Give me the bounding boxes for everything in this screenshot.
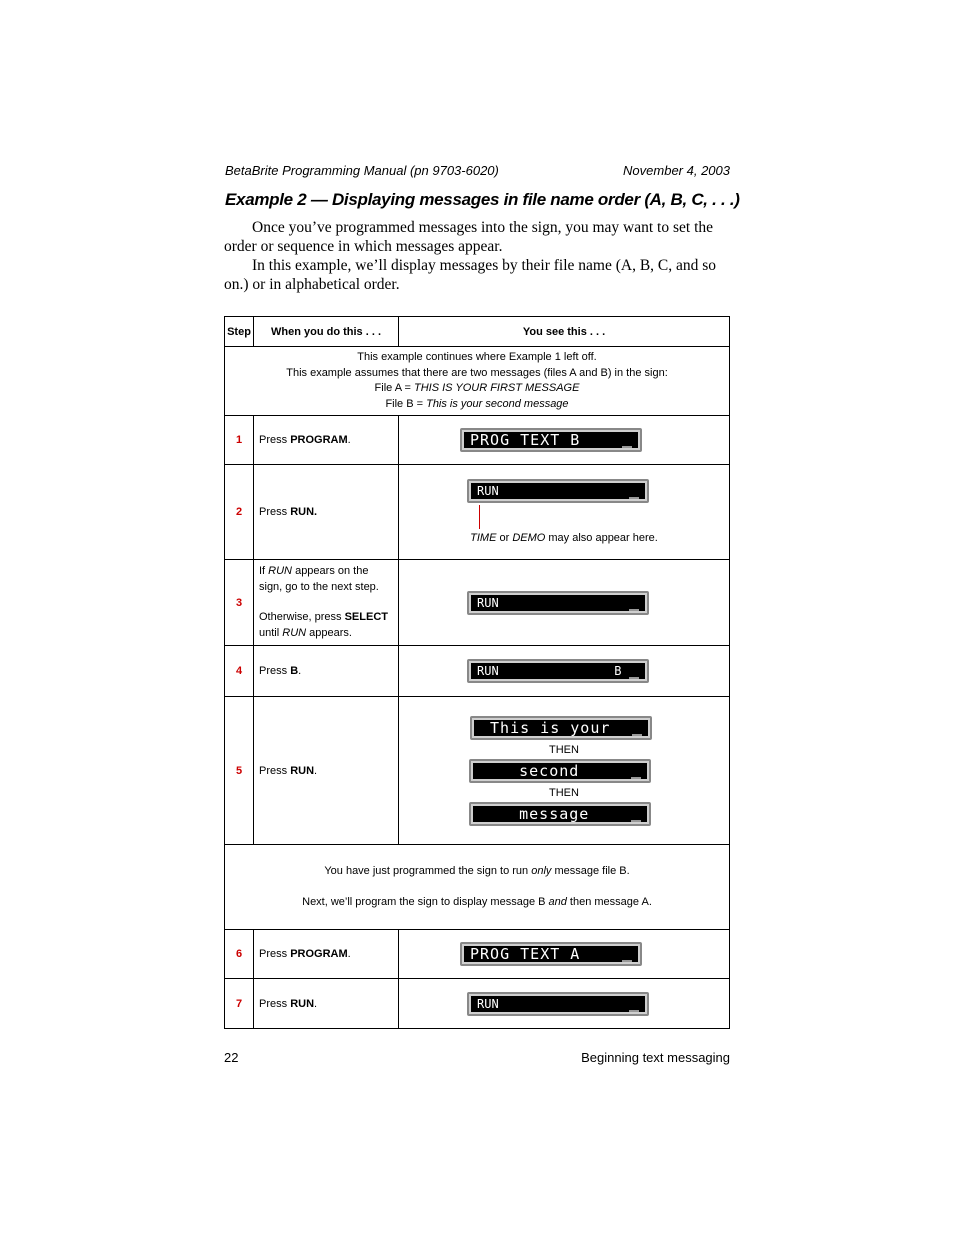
sign-display: RUN B: [467, 659, 649, 683]
step-number: 7: [225, 979, 254, 1029]
running-header-title: BetaBrite Programming Manual (pn 9703-6020): [225, 163, 499, 178]
step-number: 2: [225, 465, 254, 560]
step-number: 6: [225, 930, 254, 979]
header-step: Step: [225, 317, 254, 347]
intro-file-a: File A = THIS IS YOUR FIRST MESSAGE: [374, 382, 580, 394]
step-number: 3: [225, 560, 254, 646]
running-header-date: November 4, 2003: [623, 163, 730, 178]
step-number: 4: [225, 646, 254, 697]
intro-file-b: File B = This is your second message: [385, 397, 569, 410]
page-number: 22: [224, 1050, 239, 1065]
section-title: Example 2 — Displaying messages in file name order (A, B, C, . . .): [225, 190, 740, 209]
step-display: [399, 979, 730, 1029]
sign-display: RUN: [467, 591, 649, 615]
then-label: THEN: [549, 786, 579, 799]
summary-row: [225, 845, 730, 930]
table-row: [225, 560, 730, 646]
intro-row: [225, 347, 730, 416]
summary-line-1: You have just programmed the sign to run only message file B.: [324, 865, 630, 877]
step-display: [399, 560, 730, 646]
summary-cell: [225, 845, 730, 930]
step-action: Press B.: [254, 646, 399, 697]
header-action: When you do this . . .: [254, 317, 399, 347]
step-action: [254, 560, 399, 646]
running-footer-section: Beginning text messaging: [581, 1050, 730, 1065]
sign-display: This is your: [470, 716, 652, 740]
step-action-line-2: Otherwise, press SELECT until RUN appears.: [259, 611, 388, 639]
step-number: 5: [225, 697, 254, 845]
steps-table: [224, 316, 730, 1029]
sign-display: RUN: [467, 479, 649, 503]
table-row: [225, 465, 730, 560]
step-action-line-1: If RUN appears on the sign, go to the next step.: [259, 565, 379, 593]
step-action: Press RUN.: [254, 697, 399, 845]
table-row: [225, 416, 730, 465]
intro-cell: [225, 347, 730, 416]
step-number: 1: [225, 416, 254, 465]
then-label: THEN: [549, 743, 579, 756]
step-display: [399, 465, 730, 560]
sign-display: PROG TEXT A: [460, 942, 642, 966]
table-header-row: [225, 317, 730, 347]
step-display: [399, 416, 730, 465]
step-action: Press PROGRAM.: [254, 416, 399, 465]
step-display: [399, 697, 730, 845]
step-display: [399, 930, 730, 979]
callout-note: TIME or DEMO may also appear here.: [470, 532, 658, 544]
intro-line-1: This example continues where Example 1 left off.: [357, 351, 597, 363]
table-row: [225, 646, 730, 697]
step-display: [399, 646, 730, 697]
intro-line-2: This example assumes that there are two messages (files A and B) in the sign:: [286, 366, 668, 379]
table-row: [225, 930, 730, 979]
callout-line: [479, 505, 480, 529]
step-action: Press RUN.: [254, 465, 399, 560]
header-result: You see this . . .: [399, 317, 730, 347]
paragraph-example: In this example, we’ll display messages by their file name (A, B, C, and so on.) or in alphabetical order.: [224, 257, 717, 293]
sign-display: PROG TEXT B: [460, 428, 642, 452]
table-row: [225, 979, 730, 1029]
step-action: Press PROGRAM.: [254, 930, 399, 979]
sign-display: RUN: [467, 992, 649, 1016]
sign-display: second: [469, 759, 651, 783]
sign-display: message: [469, 802, 651, 826]
step-action: Press RUN.: [254, 979, 399, 1029]
table-row: [225, 697, 730, 845]
summary-line-2: Next, we’ll program the sign to display message B and then message A.: [302, 895, 652, 908]
paragraph-intro: Once you’ve programmed messages into the sign, you may want to set the order or sequence in which messages appear.: [224, 219, 714, 255]
